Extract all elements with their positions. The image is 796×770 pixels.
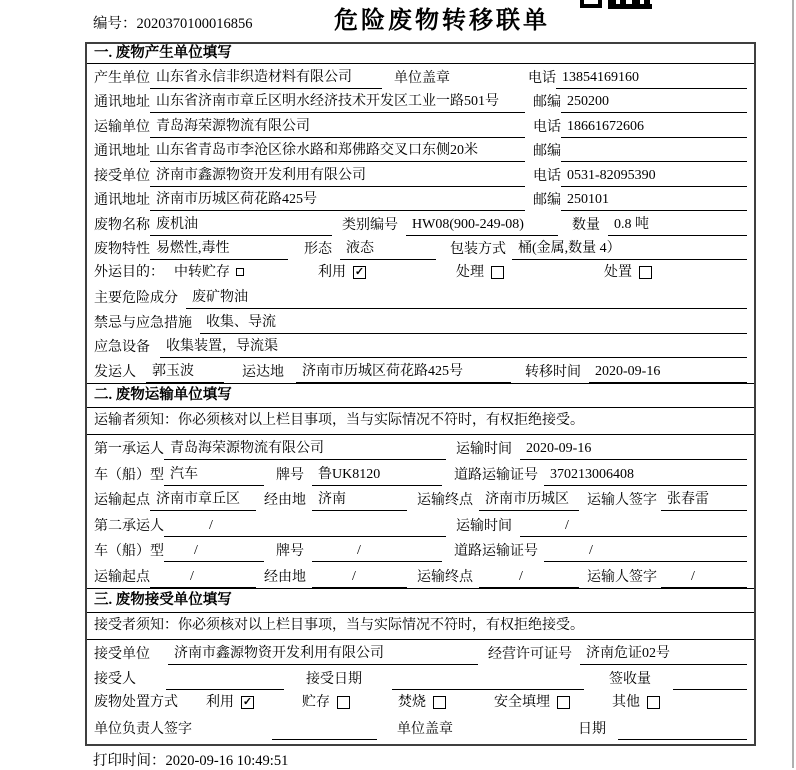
disposal-landfill-label: 安全填埋 bbox=[494, 694, 550, 710]
disposal-store-label: 贮存 bbox=[302, 694, 330, 710]
section2-body bbox=[87, 435, 754, 588]
packing-label: 包装方式 bbox=[450, 242, 506, 257]
producer-phone-value: 13854169160 bbox=[556, 67, 747, 89]
transport-time1-value: 2020-09-16 bbox=[520, 438, 747, 460]
producer-zip-value: 250200 bbox=[561, 91, 747, 113]
receiver-label: 接受单位 bbox=[94, 168, 150, 184]
received-qty-label: 签收量 bbox=[609, 671, 651, 687]
disposal-store-checkbox[interactable] bbox=[337, 696, 350, 709]
disposal-other-label: 其他 bbox=[612, 694, 640, 710]
form-serial bbox=[93, 12, 253, 33]
section3-body bbox=[87, 640, 754, 740]
vehicle-type2-label: 车（船）型 bbox=[94, 544, 164, 559]
qr-code-icon bbox=[578, 0, 654, 10]
disposal-option-burn bbox=[398, 692, 446, 713]
transporter-phone-value: 18661672606 bbox=[561, 116, 747, 138]
vehicle-type2-value: / bbox=[164, 540, 264, 562]
transfer-purpose-row bbox=[87, 260, 754, 285]
transport-time2-value: / bbox=[520, 515, 747, 537]
section3-notice: 接受者须知：你必须核对以上栏目事项，当与实际情况不符时，有权拒绝接受。 bbox=[87, 613, 754, 640]
signature-row bbox=[87, 715, 754, 740]
sign-date-value bbox=[618, 719, 747, 740]
disposal-burn-label: 焚烧 bbox=[398, 694, 426, 710]
transporter-zip-label: 邮编 bbox=[533, 144, 561, 159]
accept-date-value bbox=[392, 669, 584, 690]
equipment-row bbox=[87, 334, 754, 359]
destination-value: 济南市历城区荷花路425号 bbox=[296, 361, 511, 383]
waste-code-label: 类别编号 bbox=[342, 217, 398, 233]
transfer-time-label: 转移时间 bbox=[525, 364, 581, 380]
hazard-label: 主要危险成分 bbox=[94, 291, 178, 306]
accept-unit-label: 接受单位 bbox=[94, 646, 150, 662]
transfer-time-value: 2020-09-16 bbox=[589, 361, 747, 383]
purpose-use-label: 利用 bbox=[318, 264, 346, 280]
window-edge-divider bbox=[792, 0, 794, 768]
receiver-row bbox=[87, 162, 754, 187]
plate1-label: 牌号 bbox=[276, 467, 304, 483]
serial-label: 编号： bbox=[93, 16, 137, 32]
waste-name-row bbox=[87, 211, 754, 236]
print-time-value: 2020-09-16 10:49:51 bbox=[165, 753, 289, 769]
disposal-option-other bbox=[612, 692, 660, 713]
route2-row bbox=[87, 562, 754, 588]
first-carrier-label: 第一承运人 bbox=[94, 442, 164, 457]
disposal-landfill-checkbox[interactable] bbox=[557, 696, 570, 709]
purpose-storage-label: 中转贮存 bbox=[174, 264, 230, 280]
purpose-option-storage bbox=[174, 262, 244, 283]
section2-notice: 运输者须知：你必须核对以上栏目事项，当与实际情况不符时，有权拒绝接受。 bbox=[87, 408, 754, 435]
dispatcher-value: 郭玉波 bbox=[146, 361, 224, 383]
waste-qty-label: 数量 bbox=[572, 217, 600, 233]
responsible-sign-label: 单位负责人签字 bbox=[94, 721, 192, 737]
purpose-option-dispose bbox=[604, 262, 652, 283]
route2-sign-label: 运输人签字 bbox=[587, 569, 657, 585]
receiver-phone-value: 0531-82095390 bbox=[561, 165, 747, 187]
receiver-phone-label: 电话 bbox=[533, 168, 561, 184]
vehicle2-row bbox=[87, 537, 754, 563]
purpose-option-use bbox=[318, 262, 366, 283]
road-cert2-value: / bbox=[544, 540, 747, 562]
accept-person-row bbox=[87, 665, 754, 690]
transporter-row bbox=[87, 113, 754, 138]
print-time-label: 打印时间： bbox=[93, 753, 166, 769]
vehicle-type1-label: 车（船）型 bbox=[94, 467, 164, 483]
transfer-purpose-label: 外运目的： bbox=[94, 264, 164, 280]
route1-row bbox=[87, 486, 754, 512]
road-cert1-value: 370213006408 bbox=[544, 464, 747, 486]
waste-props-label: 废物特性 bbox=[94, 242, 150, 257]
route2-sign-value: / bbox=[661, 566, 747, 588]
vehicle-type1-value: 汽车 bbox=[164, 464, 264, 486]
transporter-address-label: 通讯地址 bbox=[94, 144, 150, 159]
purpose-dispose-label: 处置 bbox=[604, 264, 632, 280]
receiver-zip-value: 250101 bbox=[561, 189, 747, 211]
section2-title: 二. 废物运输单位填写 bbox=[87, 383, 754, 408]
road-cert1-label: 道路运输证号 bbox=[454, 467, 538, 483]
receiver-value: 济南市鑫源物资开发利用有限公司 bbox=[150, 165, 525, 187]
waste-props-row bbox=[87, 236, 754, 261]
sign-date-label: 日期 bbox=[578, 721, 606, 737]
route2-start-label: 运输起点 bbox=[94, 569, 150, 585]
plate2-label: 牌号 bbox=[276, 544, 304, 559]
section1-body bbox=[87, 64, 754, 383]
license-label: 经营许可证号 bbox=[488, 646, 572, 662]
producer-address-row bbox=[87, 89, 754, 114]
qr-finder-block bbox=[580, 0, 602, 8]
route1-via-label: 经由地 bbox=[264, 493, 306, 508]
purpose-treat-checkbox[interactable] bbox=[491, 266, 504, 279]
license-value: 济南危证02号 bbox=[580, 643, 747, 665]
dispatcher-label: 发运人 bbox=[94, 364, 136, 380]
transporter-phone-label: 电话 bbox=[533, 119, 561, 135]
first-carrier-row bbox=[87, 435, 754, 461]
waste-qty-value: 0.8 吨 bbox=[608, 214, 747, 236]
equipment-value: 收集装置，导流渠 bbox=[160, 336, 747, 358]
transporter-address-value: 山东省青岛市李沧区徐水路和郑佛路交叉口东侧20米 bbox=[150, 140, 525, 162]
producer-value: 山东省永信非织造材料有限公司 bbox=[150, 67, 382, 89]
purpose-option-treat bbox=[456, 262, 504, 283]
waste-form-label: 形态 bbox=[304, 242, 332, 257]
route1-sign-value: 张春雷 bbox=[661, 489, 747, 511]
accept-unit-row bbox=[87, 640, 754, 665]
producer-zip-label: 邮编 bbox=[533, 95, 561, 110]
route1-via-value: 济南 bbox=[312, 489, 407, 511]
vehicle1-row bbox=[87, 460, 754, 486]
route2-start-value: / bbox=[150, 566, 256, 588]
hazard-row bbox=[87, 285, 754, 310]
receiver-address-row bbox=[87, 187, 754, 212]
destination-label: 运达地 bbox=[242, 364, 284, 380]
packing-value: 桶(金属,数量 4） bbox=[512, 238, 747, 260]
hazard-value: 废矿物油 bbox=[186, 287, 747, 309]
disposal-other-checkbox[interactable] bbox=[647, 696, 660, 709]
second-carrier-value: / bbox=[164, 515, 446, 537]
waste-form-value: 液态 bbox=[340, 238, 436, 260]
purpose-dispose-checkbox[interactable] bbox=[639, 266, 652, 279]
transporter-zip-value bbox=[561, 141, 747, 162]
received-qty-value bbox=[673, 669, 747, 690]
producer-phone-label: 电话 bbox=[528, 70, 556, 86]
route1-end-label: 运输终点 bbox=[417, 493, 473, 508]
receiver-address-label: 通讯地址 bbox=[94, 193, 150, 208]
manifest-form bbox=[85, 42, 756, 746]
second-carrier-row bbox=[87, 511, 754, 537]
unit-seal-label: 单位盖章 bbox=[394, 70, 450, 86]
dispatch-row bbox=[87, 358, 754, 383]
route1-start-label: 运输起点 bbox=[94, 493, 150, 508]
accept-unit-value: 济南市鑫源物资开发利用有限公司 bbox=[168, 643, 478, 665]
unit-seal-label-2: 单位盖章 bbox=[397, 721, 453, 737]
disposal-method-row bbox=[87, 690, 754, 715]
first-carrier-value: 青岛海荣源物流有限公司 bbox=[164, 438, 446, 460]
route2-via-value: / bbox=[312, 566, 407, 588]
producer-address-value: 山东省济南市章丘区明水经济技术开发区工业一路501号 bbox=[150, 91, 525, 113]
route1-start-value: 济南市章丘区 bbox=[150, 489, 256, 511]
taboo-label: 禁忌与应急措施 bbox=[94, 315, 192, 331]
producer-row bbox=[87, 64, 754, 89]
accept-person-value bbox=[166, 669, 284, 690]
waste-code-value: HW08(900-249-08) bbox=[406, 214, 558, 236]
waste-name-value: 废机油 bbox=[150, 214, 332, 236]
purpose-treat-label: 处理 bbox=[456, 264, 484, 280]
route2-end-value: / bbox=[479, 566, 579, 588]
print-time bbox=[93, 749, 288, 770]
route2-end-label: 运输终点 bbox=[417, 569, 473, 585]
plate1-value: 鲁UK8120 bbox=[312, 464, 442, 486]
serial-number: 2020370100016856 bbox=[136, 16, 253, 32]
route1-end-value: 济南市历城区 bbox=[479, 489, 579, 511]
disposal-method-label: 废物处置方式 bbox=[94, 694, 178, 710]
route1-sign-label: 运输人签字 bbox=[587, 493, 657, 508]
disposal-use-checkbox[interactable]: ✓ bbox=[242, 695, 253, 708]
transport-time2-label: 运输时间 bbox=[456, 518, 512, 534]
disposal-option-store bbox=[302, 692, 350, 713]
purpose-storage-checkbox[interactable] bbox=[236, 268, 244, 276]
section1-title: 一. 废物产生单位填写 bbox=[87, 44, 754, 64]
accept-person-label: 接受人 bbox=[94, 671, 136, 687]
waste-props-value: 易燃性,毒性 bbox=[150, 238, 288, 260]
producer-address-label: 通讯地址 bbox=[94, 95, 150, 110]
section3-title: 三. 废物接受单位填写 bbox=[87, 588, 754, 613]
road-cert2-label: 道路运输证号 bbox=[454, 544, 538, 559]
transport-time1-label: 运输时间 bbox=[456, 442, 512, 457]
transporter-address-row bbox=[87, 138, 754, 163]
route2-via-label: 经由地 bbox=[264, 569, 306, 585]
disposal-option-use bbox=[206, 692, 254, 713]
waste-name-label: 废物名称 bbox=[94, 217, 150, 233]
plate2-value: / bbox=[312, 540, 442, 562]
disposal-burn-checkbox[interactable] bbox=[433, 696, 446, 709]
producer-label: 产生单位 bbox=[94, 70, 150, 86]
disposal-option-landfill bbox=[494, 692, 570, 713]
accept-date-label: 接受日期 bbox=[306, 671, 362, 687]
responsible-sign-value bbox=[272, 719, 377, 740]
disposal-use-label: 利用 bbox=[206, 694, 234, 710]
taboo-row bbox=[87, 309, 754, 334]
purpose-use-checkbox[interactable]: ✓ bbox=[354, 265, 365, 278]
second-carrier-label: 第二承运人 bbox=[94, 518, 164, 534]
receiver-zip-label: 邮编 bbox=[533, 193, 561, 208]
equipment-label: 应急设备 bbox=[94, 340, 150, 355]
receiver-address-value: 济南市历城区荷花路425号 bbox=[150, 189, 525, 211]
page-title: 危险废物转移联单 bbox=[334, 8, 550, 34]
transporter-label: 运输单位 bbox=[94, 119, 150, 135]
transporter-value: 青岛海荣源物流有限公司 bbox=[150, 116, 525, 138]
taboo-value: 收集、导流 bbox=[200, 312, 747, 334]
